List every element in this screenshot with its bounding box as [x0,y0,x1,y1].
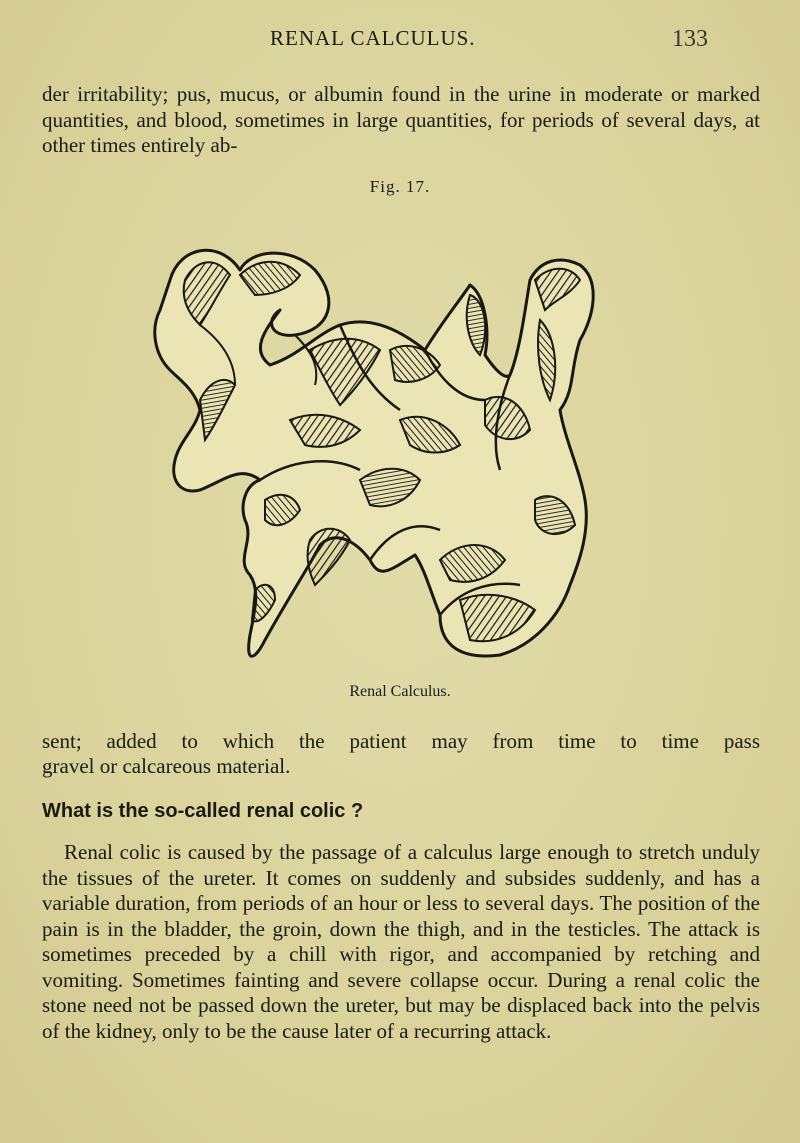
paragraph-sent-line-1: sent; added to which the patient may from time to time pass [42,729,760,753]
figure-label: Fig. 17. [369,177,431,196]
renal-calculus-illustration [140,240,620,680]
running-title: RENAL CALCULUS. [270,26,476,50]
paragraph-sent-line-2: gravel or calcareous material. [42,754,291,778]
figure-caption: Renal Calculus. [349,683,451,700]
section-question-heading: What is the so-called renal colic ? [42,800,364,822]
paragraph-renal-colic: Renal colic is caused by the passage of a calculus large enough to stretch unduly the tissues of the ureter. It comes on suddenly and subsides suddenly, and has a variable duration, from periods of an hour or less to several days. The position of the pain is in the bladder, the groin, down the thigh, and in the testicles. The attack is sometimes preceded by a chill with rigor, and accompanied by retching and vomiting. Sometimes fainting and severe collapse occur. During a renal colic the stone need not be passed down the ureter, but may be displaced back into the pelvis of the kidney, only to be the cause later of a recurring attack. [42,840,760,1043]
page-number: 133 [672,26,708,52]
running-head [0,26,800,56]
paragraph-continued: der irritability; pus, mucus, or albumin found in the urine in moderate or marked quantities, and blood, sometimes in large quantities, for periods of several days, at other times entirely ab- [42,82,760,157]
calculus-outline [155,250,593,656]
